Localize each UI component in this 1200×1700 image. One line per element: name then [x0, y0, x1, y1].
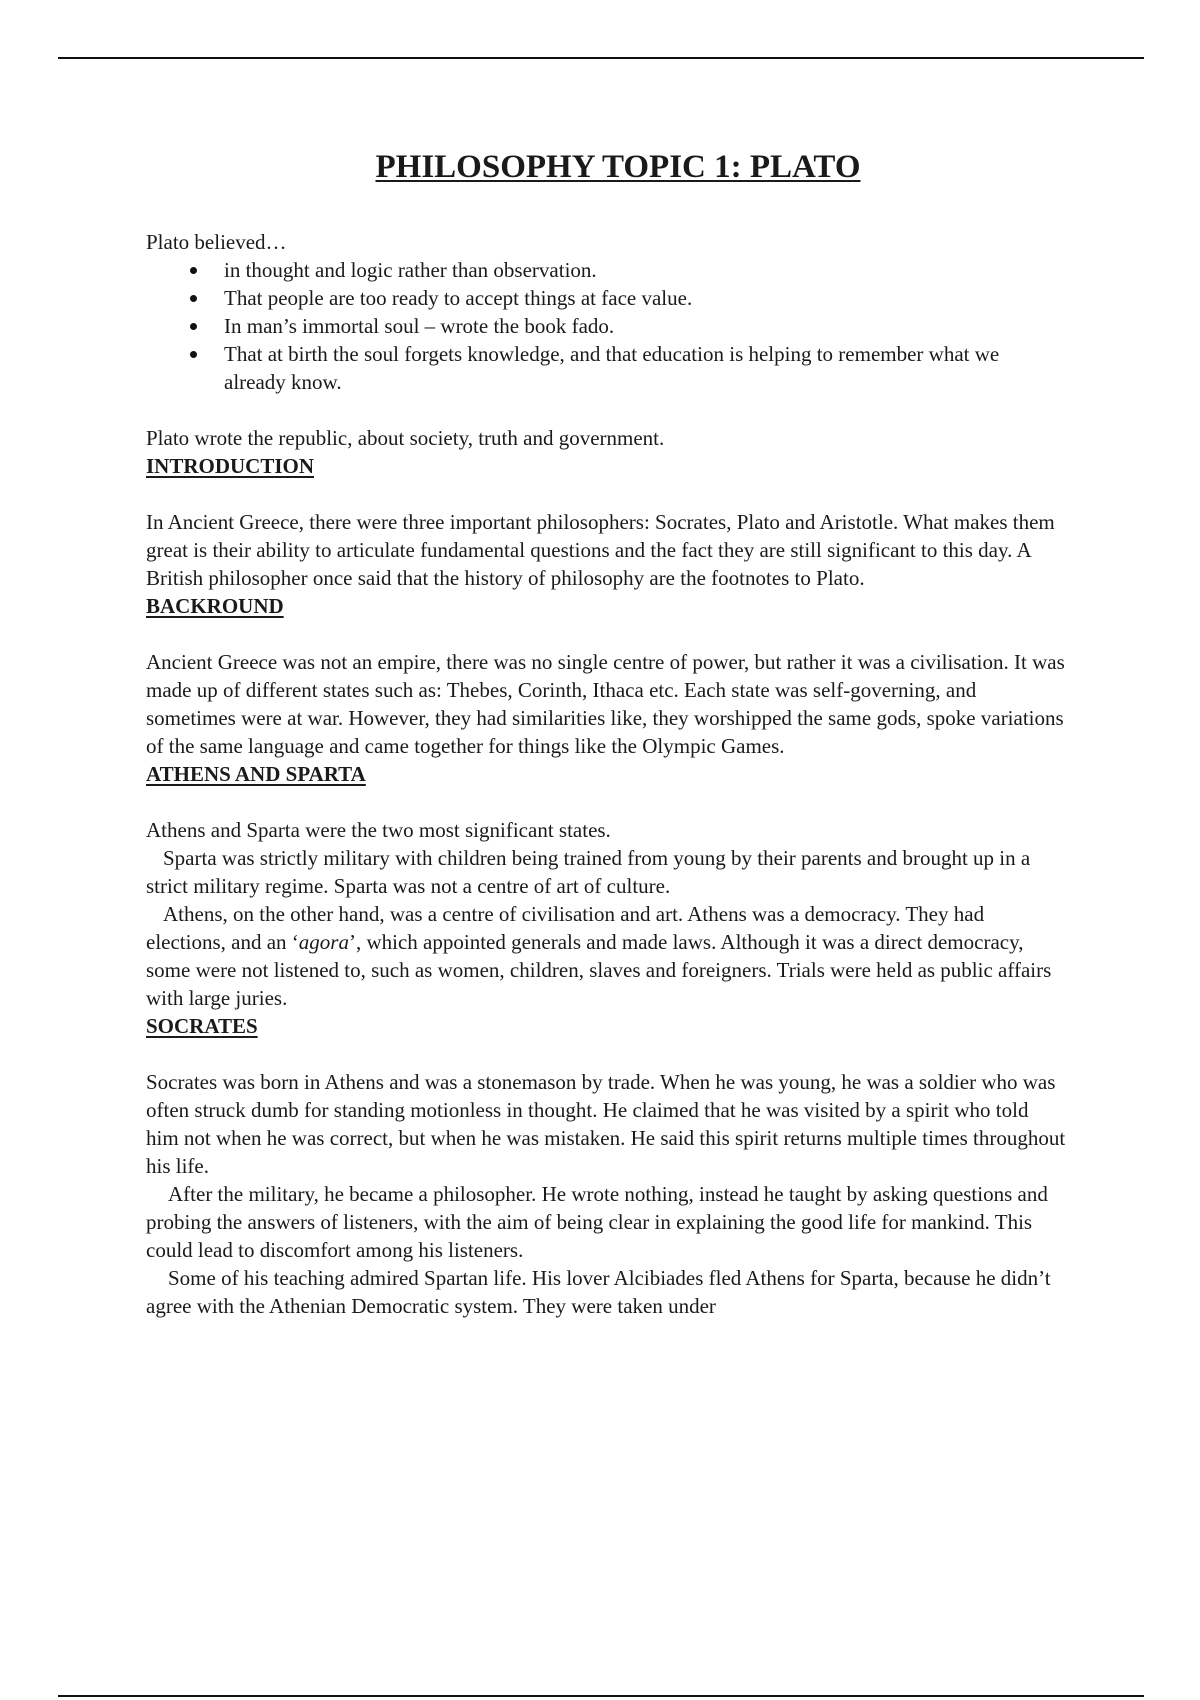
section-heading-introduction: INTRODUCTION: [146, 454, 315, 478]
athens-sparta-paragraph-1: Athens and Sparta were the two most significant states.: [146, 818, 611, 842]
section-heading-background: BACKROUND: [146, 594, 284, 618]
republic-note: Plato wrote the republic, about society, truth and government.: [146, 426, 665, 450]
list-item: That at birth the soul forgets knowledge, and that education is helping to remember what we already know.: [146, 340, 1066, 396]
athens-text-after-term: ’, which appointed generals and made laws. Although it was a direct democracy, some were not listened to, such as women, children, slaves and foreigners. Trials were held as public affairs with large juries.: [146, 930, 1052, 1010]
section-heading-socrates: SOCRATES: [146, 1014, 258, 1038]
document-page: [146, 140, 1066, 1320]
list-item: in thought and logic rather than observation.: [146, 256, 1066, 284]
socrates-paragraph-1: Socrates was born in Athens and was a stonemason by trade. When he was young, he was a soldier who was often struck dumb for standing motionless in thought. He claimed that he was visited by a spirit who told him not when he was correct, but when he was mistaken. He said this spirit returns multiple times throughout his life.: [146, 1070, 1066, 1178]
background-paragraph: Ancient Greece was not an empire, there was no single centre of power, but rather it was a civilisation. It was made up of different states such as: Thebes, Corinth, Ithaca etc. Each state was self-governing, and sometimes were at war. However, they had similarities like, they worshipped the same gods, spoke variations of the same language and came together for things like the Olympic Games.: [146, 650, 1065, 758]
athens-sparta-paragraph-3: [146, 900, 1066, 1012]
list-item: That people are too ready to accept things at face value.: [146, 284, 1066, 312]
header-rule: [58, 57, 1144, 59]
plato-beliefs-list: [146, 256, 1066, 396]
socrates-paragraph-2: After the military, he became a philosopher. He wrote nothing, instead he taught by asking questions and probing the answers of listeners, with the aim of being clear in explaining the good life for mankind. This could lead to discomfort among his listeners.: [146, 1182, 1048, 1262]
socrates-paragraph-3: Some of his teaching admired Spartan life. His lover Alcibiades fled Athens for Sparta, because he didn’t agree with the Athenian Democratic system. They were taken under: [146, 1266, 1051, 1318]
footer-rule: [58, 1695, 1144, 1697]
athens-sparta-paragraph-2: Sparta was strictly military with children being trained from young by their parents and brought up in a strict military regime. Sparta was not a centre of art of culture.: [146, 846, 1031, 898]
agora-term: agora: [298, 930, 349, 954]
plato-intro-label: Plato believed…: [146, 230, 287, 254]
page-title: PHILOSOPHY TOPIC 1: PLATO: [375, 149, 861, 185]
section-heading-athens-sparta: ATHENS AND SPARTA: [146, 762, 366, 786]
introduction-paragraph: In Ancient Greece, there were three important philosophers: Socrates, Plato and Aristotle. What makes them great is their ability to articulate fundamental questions and the fact they are still significant to this day. A British philosopher once said that the history of philosophy are the footnotes to Plato.: [146, 510, 1055, 590]
athens-text-before-term: Athens, on the other hand, was a centre of civilisation and art. Athens was a democracy. They had elections, and an ‘: [146, 902, 985, 954]
list-item: In man’s immortal soul – wrote the book fado.: [146, 312, 1066, 340]
